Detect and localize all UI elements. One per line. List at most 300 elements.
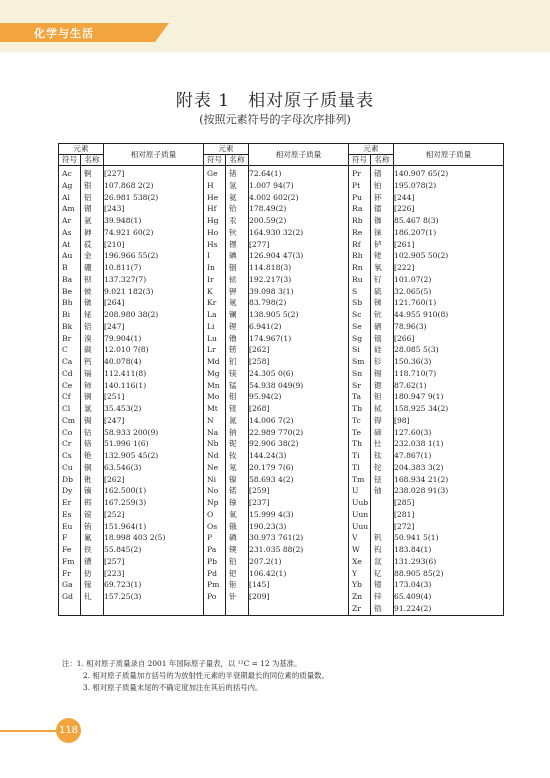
atomic-mass: 35.453(2) [104,403,204,415]
table-row [59,415,504,427]
element-symbol: K [204,286,226,298]
element-symbol: Sc [349,309,371,321]
element-symbol: Tl [349,462,371,474]
table-row [59,227,504,239]
table-row [59,497,504,509]
element-symbol: S [349,286,371,298]
table-row [59,450,504,462]
element-symbol: Ce [59,380,81,392]
element-symbol: No [204,485,226,497]
table-row [59,509,504,521]
atomic-mass: 20.179 7(6) [249,462,349,474]
element-symbol: Kr [204,297,226,309]
element-symbol: Uun [349,509,371,521]
element-name: 镝 [81,485,104,497]
atomic-mass: 32.065(5) [394,286,504,298]
element-symbol [204,603,226,615]
element-name: 锔 [81,415,104,427]
atomic-mass: [209] [249,591,349,603]
element-name: 锗 [226,166,249,180]
element-symbol: Pb [204,556,226,568]
atomic-mass: 78.96(3) [394,321,504,333]
element-name: 氦 [226,192,249,204]
page-title: 附表 1 相对原子质量表 [175,91,375,111]
element-name: 镨 [371,166,394,180]
atomic-mass: 50.941 5(1) [394,532,504,544]
element-symbol: Br [59,333,81,345]
element-name: 磷 [226,532,249,544]
element-name: 镓 [81,579,104,591]
atomic-mass-table [58,143,504,616]
header-title: 化学与生活 [34,27,94,40]
element-symbol: C [59,344,81,356]
atomic-mass: 47.867(1) [394,450,504,462]
atomic-mass: 54.938 049(9) [249,380,349,392]
element-symbol: Pu [349,192,371,204]
atomic-mass: 231.035 88(2) [249,544,349,556]
element-name: 铱 [226,274,249,286]
element-symbol: Pa [204,544,226,556]
atomic-mass: [268] [249,403,349,415]
element-symbol: Hs [204,239,226,251]
element-name: 钒 [371,532,394,544]
atomic-mass: [244] [394,192,504,204]
atomic-mass: 30.973 761(2) [249,532,349,544]
element-symbol: Ir [204,274,226,286]
symbol-header-3: 符号 [349,155,371,166]
element-name: 锎 [81,391,104,403]
element-symbol: Ac [59,166,81,180]
table-row [59,309,504,321]
atomic-mass: 183.84(1) [394,544,504,556]
element-name: 氢 [226,180,249,192]
table-row [59,485,504,497]
element-name: 氡 [371,262,394,274]
element-symbol: Am [59,203,81,215]
element-name: 镱 [371,579,394,591]
table-row [59,180,504,192]
atomic-mass: [277] [249,239,349,251]
atomic-mass: 95.94(2) [249,391,349,403]
element-symbol: Ba [59,274,81,286]
element-name: 碳 [81,344,104,356]
atomic-mass: 126.904 47(3) [249,250,349,262]
element-symbol: Be [59,286,81,298]
element-name: 氩 [81,215,104,227]
atomic-mass: 9.021 182(3) [104,286,204,298]
element-symbol: Ta [349,391,371,403]
table-row [59,427,504,439]
element-name: 铂 [371,180,394,192]
element-name: 镁 [226,368,249,380]
element-name: 铟 [226,262,249,274]
element-name: 钨 [371,544,394,556]
atomic-mass: [227] [104,166,204,180]
atomic-mass: 58.933 200(9) [104,427,204,439]
atomic-mass: 15.999 4(3) [249,509,349,521]
element-name: 钍 [371,438,394,450]
element-name: 镥 [226,333,249,345]
element-symbol: Lr [204,344,226,356]
element-symbol: Sb [349,297,371,309]
element-name: 氧 [226,509,249,521]
element-symbol: Os [204,521,226,533]
element-name: 铀 [371,485,394,497]
atomic-mass: 138.905 5(2) [249,309,349,321]
element-symbol: Eu [59,521,81,533]
element-symbol: La [204,309,226,321]
element-name: 铥 [371,474,394,486]
element-name: 𬭊 [81,474,104,486]
element-name: 锰 [226,380,249,392]
name-header-1: 名称 [81,155,104,166]
table-row [59,192,504,204]
element-name: 碲 [371,427,394,439]
atomic-mass: 14.006 7(2) [249,415,349,427]
element-symbol: Au [59,250,81,262]
atomic-mass: 114.818(3) [249,262,349,274]
atomic-mass: [285] [394,497,504,509]
element-symbol: Uuu [349,521,371,533]
atomic-mass: 18.998 403 2(5) [104,532,204,544]
element-symbol: Cu [59,462,81,474]
element-symbol: Er [59,497,81,509]
element-symbol: Md [204,356,226,368]
atomic-mass: 88.905 85(2) [394,568,504,580]
page-subtitle: (按照元素符号的字母次序排列) [199,113,351,126]
element-symbol: Zn [349,591,371,603]
element-symbol: Ni [204,474,226,486]
element-symbol: Cs [59,450,81,462]
element-symbol: I [204,250,226,262]
atomic-mass: 74.921 60(2) [104,227,204,239]
atomic-mass: [226] [394,203,504,215]
element-name: 钋 [226,591,249,603]
table-row [59,591,504,603]
element-symbol: Mt [204,403,226,415]
element-name: 汞 [226,215,249,227]
table-row [59,356,504,368]
atomic-mass: 1.007 94(7) [249,180,349,192]
atomic-mass: 65.409(4) [394,591,504,603]
atomic-mass: 200.59(2) [249,215,349,227]
element-name: 钬 [226,227,249,239]
element-name: 铌 [226,438,249,450]
name-header-2: 名称 [226,155,249,166]
element-name: 金 [81,250,104,262]
element-symbol: Uub [349,497,371,509]
group-header-2: 元素 [204,144,249,155]
atomic-mass: [258] [249,356,349,368]
element-symbol: Ru [349,274,371,286]
element-name: 钡 [81,274,104,286]
element-name: 镄 [81,556,104,568]
atomic-mass: 107.868 2(2) [104,180,204,192]
symbol-header-2: 符号 [204,155,226,166]
element-symbol: Cr [59,438,81,450]
atomic-mass: 28.085 5(3) [394,344,504,356]
element-symbol: Fe [59,544,81,556]
atomic-mass: [223] [104,568,204,580]
atomic-mass: 91.224(2) [394,603,504,615]
element-symbol: Ge [204,166,226,180]
table-row [59,403,504,415]
element-name: 硒 [371,321,394,333]
element-name: 铼 [371,227,394,239]
element-symbol: Zr [349,603,371,615]
element-name: 钷 [226,579,249,591]
atomic-mass: [222] [394,262,504,274]
element-name: 钌 [371,274,394,286]
element-name: 镅 [81,203,104,215]
group-header-1: 元素 [59,144,104,155]
element-symbol: Sr [349,380,371,392]
element-symbol: Fm [59,556,81,568]
atomic-mass: 195.078(2) [394,180,504,192]
element-name: 锌 [371,591,394,603]
element-name: 铯 [81,450,104,462]
atomic-mass [249,603,349,615]
element-name: 钠 [226,427,249,439]
atomic-mass: 158.925 34(2) [394,403,504,415]
mass-header-1: 相对原子质量 [104,144,204,166]
element-name [81,603,104,615]
element-name: 锂 [226,321,249,333]
element-name: 锿 [81,509,104,521]
element-name: 镧 [226,309,249,321]
table-row [59,568,504,580]
element-symbol: He [204,192,226,204]
atomic-mass: [261] [394,239,504,251]
element-name: 钴 [81,427,104,439]
atomic-mass: 173.04(3) [394,579,504,591]
element-symbol: In [204,262,226,274]
element-symbol: Cl [59,403,81,415]
atomic-mass: 55.845(2) [104,544,204,556]
element-symbol: Bi [59,309,81,321]
element-name: 氖 [226,462,249,474]
atomic-mass: 106.42(1) [249,568,349,580]
atomic-mass: 39.948(1) [104,215,204,227]
table-row [59,438,504,450]
element-symbol: Fr [59,568,81,580]
page-header [0,0,550,52]
element-name: 钼 [226,391,249,403]
element-symbol: P [204,532,226,544]
element-name [371,497,394,509]
element-symbol: H [204,180,226,192]
element-symbol: Pd [204,568,226,580]
atomic-mass: [257] [104,556,204,568]
atomic-mass: 127.60(3) [394,427,504,439]
element-symbol: Ti [349,450,371,462]
element-symbol: Mn [204,380,226,392]
element-symbol: Ag [59,180,81,192]
element-symbol: Te [349,427,371,439]
element-name: 铑 [371,250,394,262]
atomic-mass: 168.934 21(2) [394,474,504,486]
element-symbol: Ra [349,203,371,215]
atomic-mass: 83.798(2) [249,297,349,309]
atomic-mass: 207.2(1) [249,556,349,568]
atomic-mass: 72.64(1) [249,166,349,180]
element-name: 铋 [81,309,104,321]
element-name: 铜 [81,462,104,474]
element-symbol: Ar [59,215,81,227]
mass-header-3: 相对原子质量 [394,144,504,166]
element-name: 𬭳 [371,333,394,345]
element-name: 碘 [226,250,249,262]
atomic-mass: [259] [249,485,349,497]
atomic-mass: 10.811(7) [104,262,204,274]
element-symbol: Sn [349,368,371,380]
atomic-mass: 131.293(6) [394,556,504,568]
element-symbol: W [349,544,371,556]
element-symbol: Nd [204,450,226,462]
atomic-mass: 196.966 55(2) [104,250,204,262]
element-symbol: Bh [59,297,81,309]
table-row [59,321,504,333]
element-name: 镭 [371,203,394,215]
table-row [59,166,504,180]
element-symbol: Co [59,427,81,439]
element-symbol: Pr [349,166,371,180]
atomic-mass: 24.305 0(6) [249,368,349,380]
atomic-mass: 63.546(3) [104,462,204,474]
atomic-mass: 6.941(2) [249,321,349,333]
element-symbol: Ca [59,356,81,368]
element-symbol: As [59,227,81,239]
table-row [59,579,504,591]
element-name: 铬 [81,438,104,450]
atomic-mass: 190.23(3) [249,521,349,533]
element-symbol: Ne [204,462,226,474]
element-symbol: F [59,532,81,544]
element-name: 镉 [81,368,104,380]
element-name: 铍 [81,286,104,298]
element-name: 锑 [371,297,394,309]
element-symbol: Np [204,497,226,509]
atomic-mass: 140.116(1) [104,380,204,392]
element-symbol: Cd [59,368,81,380]
element-symbol: Yb [349,579,371,591]
atomic-mass: 112.411(8) [104,368,204,380]
footnote-1: 注：1. 相对原子质量录自 2001 年国际原子量表，以 ¹²C = 12 为基准。 [62,659,302,668]
element-symbol: Bk [59,321,81,333]
table-row [59,239,504,251]
element-symbol: Na [204,427,226,439]
table-row [59,521,504,533]
element-symbol [59,603,81,615]
atomic-mass: 39.098 3(1) [249,286,349,298]
element-name [371,509,394,521]
element-symbol: Pt [349,180,371,192]
table-row [59,215,504,227]
atomic-mass: 40.078(4) [104,356,204,368]
table-row [59,474,504,486]
element-symbol: Al [59,192,81,204]
element-symbol: Xe [349,556,371,568]
atomic-mass [104,603,204,615]
element-name: 铈 [81,380,104,392]
atomic-mass: 51.996 1(6) [104,438,204,450]
table-row [59,250,504,262]
element-name: 铷 [371,215,394,227]
element-symbol: Tc [349,415,371,427]
table-row [59,603,504,615]
atomic-mass: 12.010 7(8) [104,344,204,356]
atomic-mass: 178.49(2) [249,203,349,215]
atomic-mass: 92.906 38(2) [249,438,349,450]
atomic-mass: 121.760(1) [394,297,504,309]
element-symbol: Rf [349,239,371,251]
element-name: 氪 [226,297,249,309]
atomic-mass: 157.25(3) [104,591,204,603]
page-number: 118 [56,718,81,743]
atomic-mass: 137.327(7) [104,274,204,286]
element-name: 锡 [371,368,394,380]
atomic-mass: 186.207(1) [394,227,504,239]
atomic-mass: [243] [104,203,204,215]
element-name: 砷 [81,227,104,239]
table-row [59,297,504,309]
element-name: 钯 [226,568,249,580]
element-symbol: Tb [349,403,371,415]
element-symbol: Rn [349,262,371,274]
element-name: 氯 [81,403,104,415]
element-name: 镤 [226,544,249,556]
element-symbol: Gd [59,591,81,603]
element-name: 砹 [81,239,104,251]
element-name: 溴 [81,333,104,345]
atomic-mass: [145] [249,579,349,591]
atomic-mass: 167.259(3) [104,497,204,509]
footnote-3: 3. 相对原子质量末尾的不确定度加注在其后的括号内。 [83,683,263,692]
atomic-mass: 132.905 45(2) [104,450,204,462]
table-row [59,274,504,286]
element-name: 锫 [81,321,104,333]
element-symbol: Hg [204,215,226,227]
element-name: 鿏 [226,403,249,415]
element-name: 铒 [81,497,104,509]
element-name: 铅 [226,556,249,568]
atomic-mass: 26.981 538(2) [104,192,204,204]
element-symbol: Hf [204,203,226,215]
atomic-mass: 238.028 91(3) [394,485,504,497]
element-name: 钇 [371,568,394,580]
element-name: 钛 [371,450,394,462]
atomic-mass: [272] [394,521,504,533]
atomic-mass: 85.467 8(3) [394,215,504,227]
element-symbol: Sm [349,356,371,368]
atomic-mass: 164.930 32(2) [249,227,349,239]
element-name: 钚 [371,192,394,204]
element-name: 𬭶 [226,239,249,251]
atomic-mass: 192.217(3) [249,274,349,286]
element-symbol: Th [349,438,371,450]
table-row [59,344,504,356]
element-name: 硅 [371,344,394,356]
element-symbol: Nb [204,438,226,450]
element-name [226,603,249,615]
atomic-mass: [264] [104,297,204,309]
atomic-mass: 87.62(1) [394,380,504,392]
element-name: 锶 [371,380,394,392]
atomic-mass: 180.947 9(1) [394,391,504,403]
element-symbol: U [349,485,371,497]
element-name: 𬬻 [371,239,394,251]
atomic-mass: [247] [104,415,204,427]
